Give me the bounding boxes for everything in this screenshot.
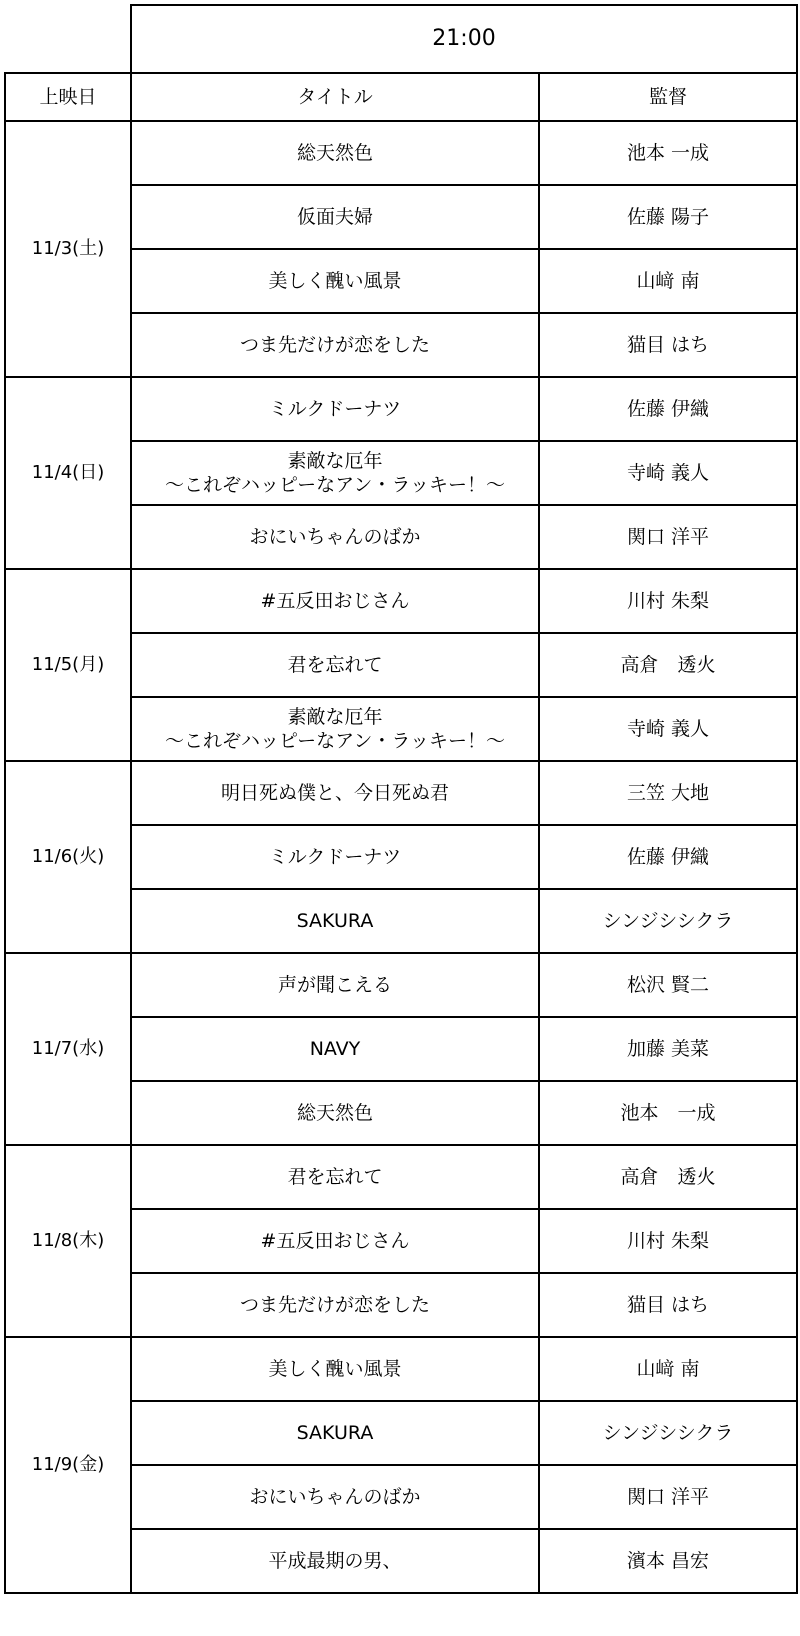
director-cell: 池本 一成 (539, 121, 797, 185)
table-row (5, 377, 797, 441)
screening-date-cell: 11/5(月) (5, 569, 131, 761)
film-title-cell (131, 825, 539, 889)
film-title-cell (131, 377, 539, 441)
header-director: 監督 (539, 73, 797, 121)
film-title-line: ミルクドーナツ (268, 398, 402, 420)
film-title-cell (131, 1337, 539, 1401)
film-title-line: #五反田おじさん (260, 590, 410, 612)
column-header-row (5, 73, 797, 121)
film-title-line: つま先だけが恋をした (239, 1294, 430, 1316)
film-title-cell (131, 697, 539, 761)
film-title-cell (131, 313, 539, 377)
director-cell: 濱本 昌宏 (539, 1529, 797, 1593)
film-title-line: NAVY (309, 1038, 361, 1060)
film-title-cell (131, 1273, 539, 1337)
director-cell: 猫目 はち (539, 1273, 797, 1337)
director-cell: 松沢 賢二 (539, 953, 797, 1017)
screening-date-cell: 11/3(土) (5, 121, 131, 377)
film-title-cell (131, 1145, 539, 1209)
film-title-line: 明日死ぬ僕と、今日死ぬ君 (220, 782, 449, 804)
director-cell: 高倉 透火 (539, 633, 797, 697)
film-title-line: 君を忘れて (287, 654, 383, 676)
film-title-line: つま先だけが恋をした (239, 334, 430, 356)
table-row (5, 953, 797, 1017)
director-cell: 関口 洋平 (539, 505, 797, 569)
film-title-line: 〜これぞハッピーなアン・ラッキー！〜 (164, 474, 506, 496)
director-cell: 加藤 美菜 (539, 1017, 797, 1081)
director-cell: 猫目 はち (539, 313, 797, 377)
film-title-line: おにいちゃんのばか (249, 1486, 421, 1508)
director-cell: 寺崎 義人 (539, 697, 797, 761)
film-title-line: 平成最期の男、 (268, 1550, 402, 1572)
film-title-cell (131, 1401, 539, 1465)
film-title-line: 美しく醜い風景 (268, 1358, 402, 1380)
director-cell: 川村 朱梨 (539, 569, 797, 633)
film-title-cell (131, 889, 539, 953)
screening-date-cell: 11/4(日) (5, 377, 131, 569)
film-title-cell (131, 1017, 539, 1081)
film-title-line: SAKURA (296, 1422, 374, 1444)
director-cell: 高倉 透火 (539, 1145, 797, 1209)
director-cell: シンジシシクラ (539, 889, 797, 953)
screening-date-cell: 11/8(木) (5, 1145, 131, 1337)
film-title-line: 素敵な厄年 (287, 450, 383, 472)
film-title-line: おにいちゃんのばか (249, 526, 421, 548)
director-cell: 関口 洋平 (539, 1465, 797, 1529)
table-row (5, 1337, 797, 1401)
header-date: 上映日 (5, 73, 131, 121)
director-cell: 山﨑 南 (539, 249, 797, 313)
film-title-cell (131, 569, 539, 633)
film-title-line: ミルクドーナツ (268, 846, 402, 868)
film-title-cell (131, 121, 539, 185)
corner-blank-cell (5, 5, 131, 73)
film-title-cell (131, 185, 539, 249)
film-title-line: 総天然色 (296, 142, 373, 164)
film-title-cell (131, 633, 539, 697)
director-cell: 寺崎 義人 (539, 441, 797, 505)
director-cell: 佐藤 伊織 (539, 825, 797, 889)
header-title: タイトル (131, 73, 539, 121)
director-cell: 三笠 大地 (539, 761, 797, 825)
schedule-body (5, 5, 797, 1593)
film-title-line: #五反田おじさん (260, 1230, 410, 1252)
film-title-line: 〜これぞハッピーなアン・ラッキー！〜 (164, 730, 506, 752)
film-title-cell (131, 505, 539, 569)
film-title-line: 素敵な厄年 (287, 706, 383, 728)
film-title-line: SAKURA (296, 910, 374, 932)
film-title-cell (131, 249, 539, 313)
director-cell: シンジシシクラ (539, 1401, 797, 1465)
director-cell: 池本 一成 (539, 1081, 797, 1145)
film-title-line: 総天然色 (296, 1102, 373, 1124)
director-cell: 佐藤 伊織 (539, 377, 797, 441)
time-row (5, 5, 797, 73)
film-title-line: 美しく醜い風景 (268, 270, 402, 292)
time-slot-header: 21:00 (131, 5, 797, 73)
screening-schedule-table (4, 4, 798, 1594)
film-title-line: 声が聞こえる (277, 974, 392, 996)
director-cell: 山﨑 南 (539, 1337, 797, 1401)
screening-date-cell: 11/6(火) (5, 761, 131, 953)
film-title-cell (131, 1209, 539, 1273)
film-title-cell (131, 761, 539, 825)
film-title-line: 仮面夫婦 (296, 206, 373, 228)
table-row (5, 121, 797, 185)
film-title-line: 君を忘れて (287, 1166, 383, 1188)
director-cell: 佐藤 陽子 (539, 185, 797, 249)
screening-date-cell: 11/7(水) (5, 953, 131, 1145)
table-row (5, 1145, 797, 1209)
film-title-cell (131, 1081, 539, 1145)
film-title-cell (131, 1465, 539, 1529)
screening-date-cell: 11/9(金) (5, 1337, 131, 1593)
director-cell: 川村 朱梨 (539, 1209, 797, 1273)
table-row (5, 569, 797, 633)
film-title-cell (131, 1529, 539, 1593)
film-title-cell (131, 441, 539, 505)
table-row (5, 761, 797, 825)
film-title-cell (131, 953, 539, 1017)
